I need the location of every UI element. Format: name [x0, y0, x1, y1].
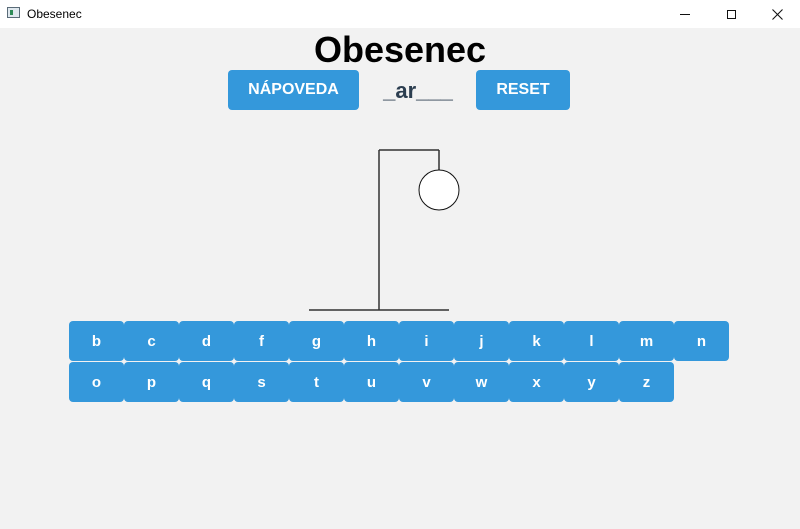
- letter-key-y[interactable]: y: [564, 362, 619, 402]
- window-title: Obesenec: [27, 7, 82, 21]
- letter-key-t[interactable]: t: [289, 362, 344, 402]
- letter-key-q[interactable]: q: [179, 362, 234, 402]
- letter-key-x[interactable]: x: [509, 362, 564, 402]
- letter-key-g[interactable]: g: [289, 321, 344, 361]
- letter-key-b[interactable]: b: [69, 321, 124, 361]
- letter-key-o[interactable]: o: [69, 362, 124, 402]
- letter-key-s[interactable]: s: [234, 362, 289, 402]
- letter-key-l[interactable]: l: [564, 321, 619, 361]
- letter-key-f[interactable]: f: [234, 321, 289, 361]
- secret-word: _ar___: [383, 78, 453, 103]
- letter-key-k[interactable]: k: [509, 321, 564, 361]
- letter-key-j[interactable]: j: [454, 321, 509, 361]
- letter-key-u[interactable]: u: [344, 362, 399, 402]
- letter-key-p[interactable]: p: [124, 362, 179, 402]
- letter-key-i[interactable]: i: [399, 321, 454, 361]
- hangman-head: [419, 170, 459, 210]
- game-title: Obesenec: [313, 29, 487, 70]
- letter-key-m[interactable]: m: [619, 321, 674, 361]
- reset-button[interactable]: RESET: [476, 70, 570, 110]
- letter-key-c[interactable]: c: [124, 321, 179, 361]
- letter-key-n[interactable]: n: [674, 321, 729, 361]
- hint-button[interactable]: NÁPOVEDA: [228, 70, 359, 110]
- letter-key-h[interactable]: h: [344, 321, 399, 361]
- letter-key-d[interactable]: d: [179, 321, 234, 361]
- letter-key-v[interactable]: v: [399, 362, 454, 402]
- letter-key-z[interactable]: z: [619, 362, 674, 402]
- letter-key-w[interactable]: w: [454, 362, 509, 402]
